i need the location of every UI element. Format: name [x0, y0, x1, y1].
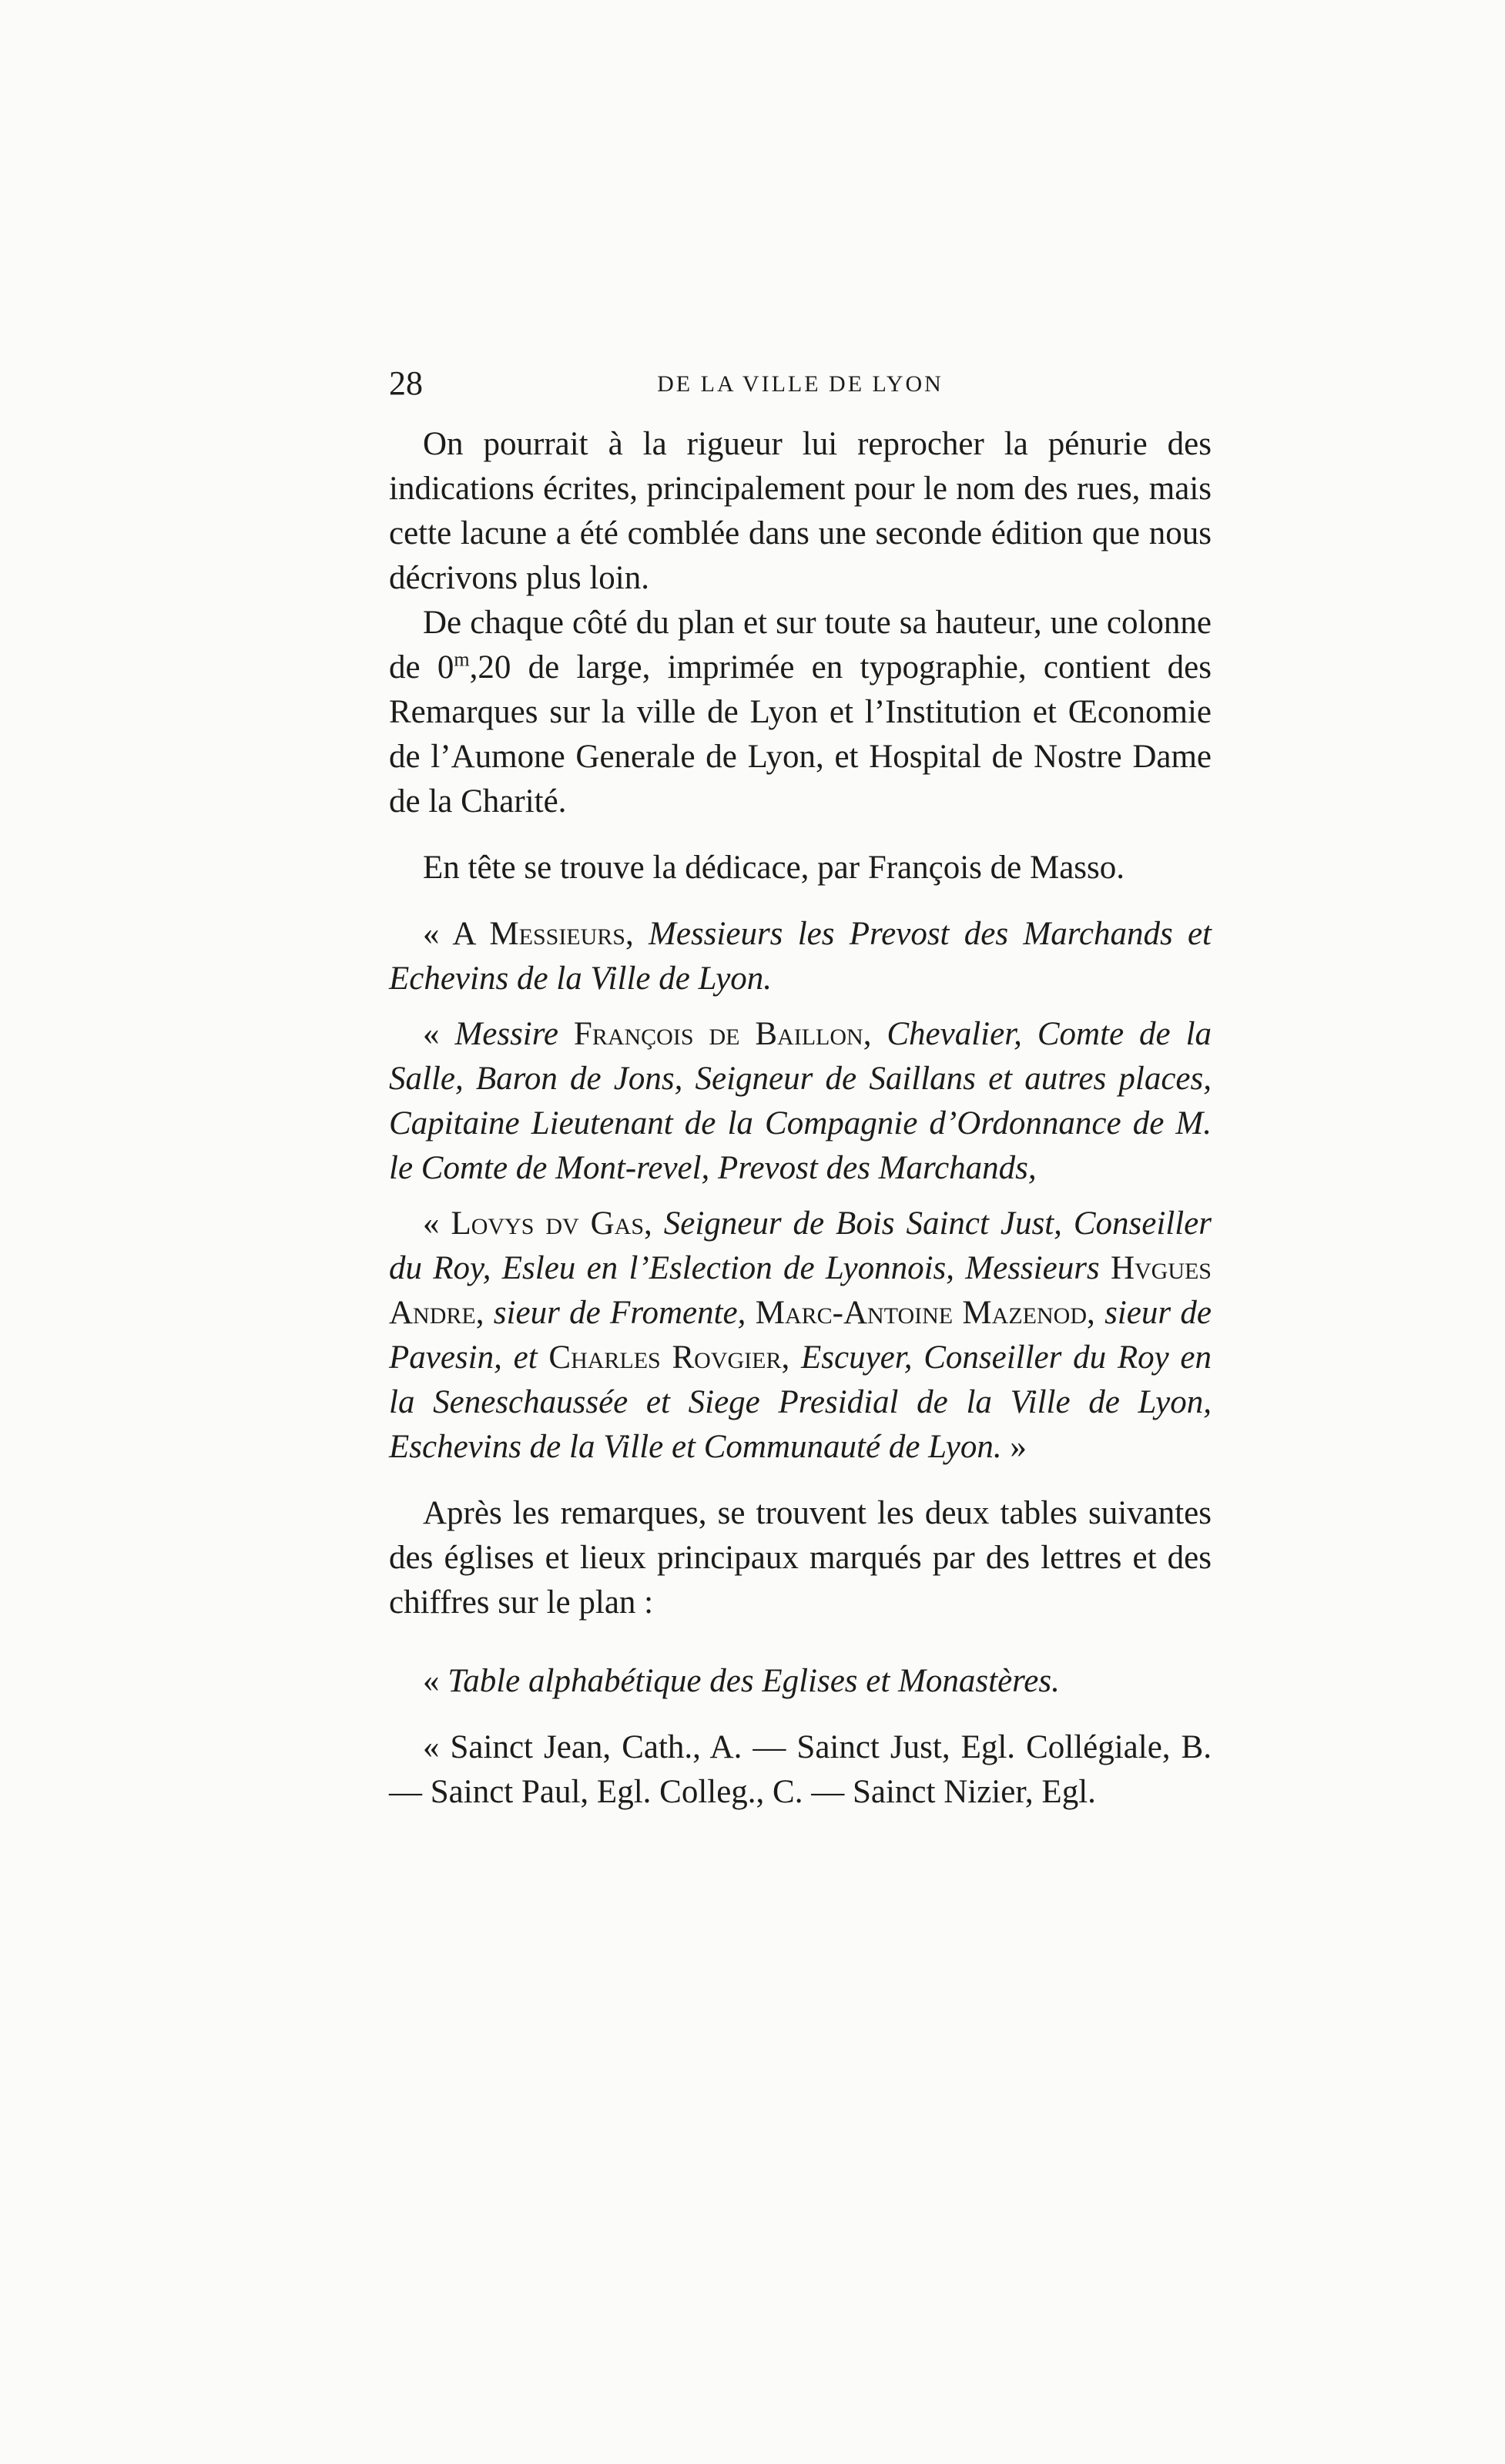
- quote-open: «: [423, 1663, 448, 1699]
- body-text: [389, 422, 1212, 1815]
- paragraph-lacune: On pourrait à la rigueur lui reprocher la pénurie des indications écrites, principalement pour le nom des rues, mais cette lacune a été comblée dans une seconde édition que nous décrivons plus loin.: [389, 426, 1212, 596]
- quote-messieurs: [389, 912, 1212, 1001]
- quote-title: Escuyer, Conseiller du Roy en la Seneschaussée et Siege Presidial de la Ville de Lyon, Eschevins de la Ville et Communauté de Lyon.: [389, 1339, 1212, 1465]
- table-entries: « Sainct Jean, Cath., A. — Sainct Just, Egl. Collégiale, B. — Sainct Paul, Egl. Colleg., C. — Sainct Nizier, Egl.: [389, 1729, 1212, 1810]
- quote-open: «: [423, 1205, 451, 1242]
- quote-close: »: [1001, 1429, 1027, 1465]
- table-heading: [389, 1659, 1212, 1704]
- quote-name: Marc-Antoine Mazenod,: [755, 1295, 1095, 1331]
- quote-title: Messire: [454, 1016, 574, 1052]
- quote-title: Chevalier, Comte de la Salle, Baron de Jons, Seigneur de Saillans et autres places, Capitaine Lieutenant de la Compagnie d’Ordonnance de M. le Comte de Mont-revel, Prevost des Marchands,: [389, 1016, 1212, 1186]
- colonne-text-a: De chaque côté du plan et sur toute sa hauteur, une colonne de 0: [389, 605, 1212, 686]
- table-title: Table alphabétique des Eglises et Monastères.: [447, 1663, 1060, 1699]
- quote-name: Charles Rovgier,: [548, 1339, 790, 1376]
- paragraph-tables: Après les remarques, se trouvent les deux tables suivantes des églises et lieux principaux marqués par des lettres et des chiffres sur le plan :: [389, 1495, 1212, 1621]
- page-number: 28: [389, 364, 423, 402]
- quote-title: Seigneur de Bois Sainct Just, Conseiller du Roy, Esleu en l’Eslection de Lyonnois, Messieurs: [389, 1205, 1212, 1286]
- quote-title: Messieurs les Prevost des Marchands et Echevins de la Ville de Lyon.: [389, 916, 1212, 997]
- colonne-text-b: ,20 de large, imprimée en typographie, contient des Remarques sur la ville de Lyon et l’Institution et Œconomie de l’Aumone Generale de Lyon, et Hospital de Nostre Dame de la Charité.: [389, 649, 1212, 820]
- paragraph-colonne: [389, 601, 1212, 824]
- quote-name: Hvgues Andre,: [389, 1250, 1212, 1331]
- quote-baillon: [389, 1012, 1212, 1191]
- quote-name: Messieurs,: [489, 916, 634, 952]
- quote-open: «: [423, 1016, 455, 1052]
- quote-open: « A: [423, 916, 490, 952]
- unit-superscript: m: [454, 648, 470, 671]
- quote-title: sieur de Pavesin, et: [389, 1295, 1212, 1376]
- quote-name: François de Baillon,: [573, 1016, 872, 1052]
- quote-title: sieur de Fromente,: [484, 1295, 756, 1331]
- quote-eschevins: [389, 1202, 1212, 1470]
- running-title: DE LA VILLE DE LYON: [657, 371, 944, 397]
- quote-name: Lovys dv Gas,: [451, 1205, 652, 1242]
- paragraph-dedicace: En tête se trouve la dédicace, par François de Masso.: [423, 850, 1125, 886]
- page-header: [389, 364, 1212, 410]
